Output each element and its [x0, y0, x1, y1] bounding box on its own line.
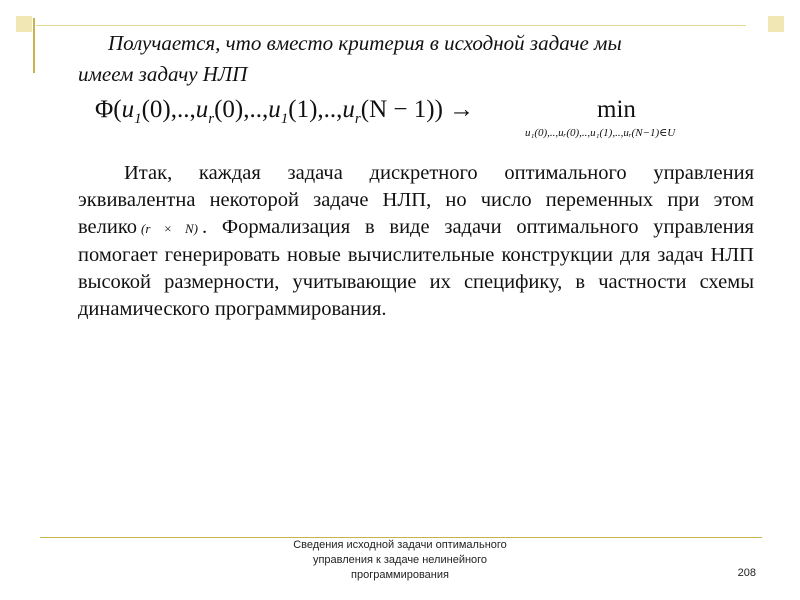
formula: [95, 96, 755, 154]
intro-line-1: Получается, что вместо критерия в исходной задаче мы: [108, 31, 622, 55]
formula-main: [95, 96, 474, 128]
formula-u: u: [268, 96, 281, 123]
formula-arg-0: (0),..,: [214, 96, 269, 123]
formula-u: u: [121, 96, 135, 123]
formula-sub-r: r: [208, 111, 215, 127]
decor-top-rule: [36, 25, 746, 26]
formula-sub-r: r: [354, 111, 361, 127]
body-paragraph: [78, 160, 754, 323]
footer-line-3: программирования: [351, 569, 449, 581]
formula-u: u: [342, 96, 355, 123]
intro-text: [78, 28, 758, 90]
formula-arrow: →: [442, 96, 475, 123]
decor-vertical-line: [33, 18, 35, 73]
formula-phi: Φ(: [95, 96, 122, 123]
footer-line-2: управления к задаче нелинейного: [312, 554, 488, 566]
paragraph-part-1: Итак, каждая задача дискретного оптимального управления эквивалентна некоторой задаче НЛП, но число переменных при этом велико: [78, 162, 754, 238]
formula-arg-1: (1),..,: [288, 96, 343, 123]
decor-square-top-right: [768, 16, 784, 32]
formula-arg-0: (0),..,: [141, 96, 196, 123]
formula-u: u: [195, 96, 209, 123]
formula-arg-n: (N − 1)): [360, 96, 443, 123]
intro-line-2: имеем задачу НЛП: [78, 62, 248, 86]
footer-title: [270, 538, 530, 583]
paragraph-r-times-n: (r × N): [141, 221, 198, 236]
formula-min-subscript: u₁(0),..,uᵣ(0),..,u₁(1),..,uᵣ(N−1)∈U: [525, 127, 676, 139]
decor-square-top-left: [16, 16, 32, 32]
footer-line-1: Сведения исходной задачи оптимального: [293, 539, 507, 551]
formula-min: min: [597, 96, 636, 123]
formula-sub-1: 1: [134, 111, 142, 127]
paragraph-part-2: . Формализация в виде задачи оптимального управления помогает генерировать новые вычислительные конструкции для задач НЛП высокой размерности, учитывающие их специфику, в частности схемы динамического программирования.: [78, 216, 754, 320]
formula-sub-1: 1: [280, 111, 289, 127]
page-number: 208: [737, 567, 756, 579]
